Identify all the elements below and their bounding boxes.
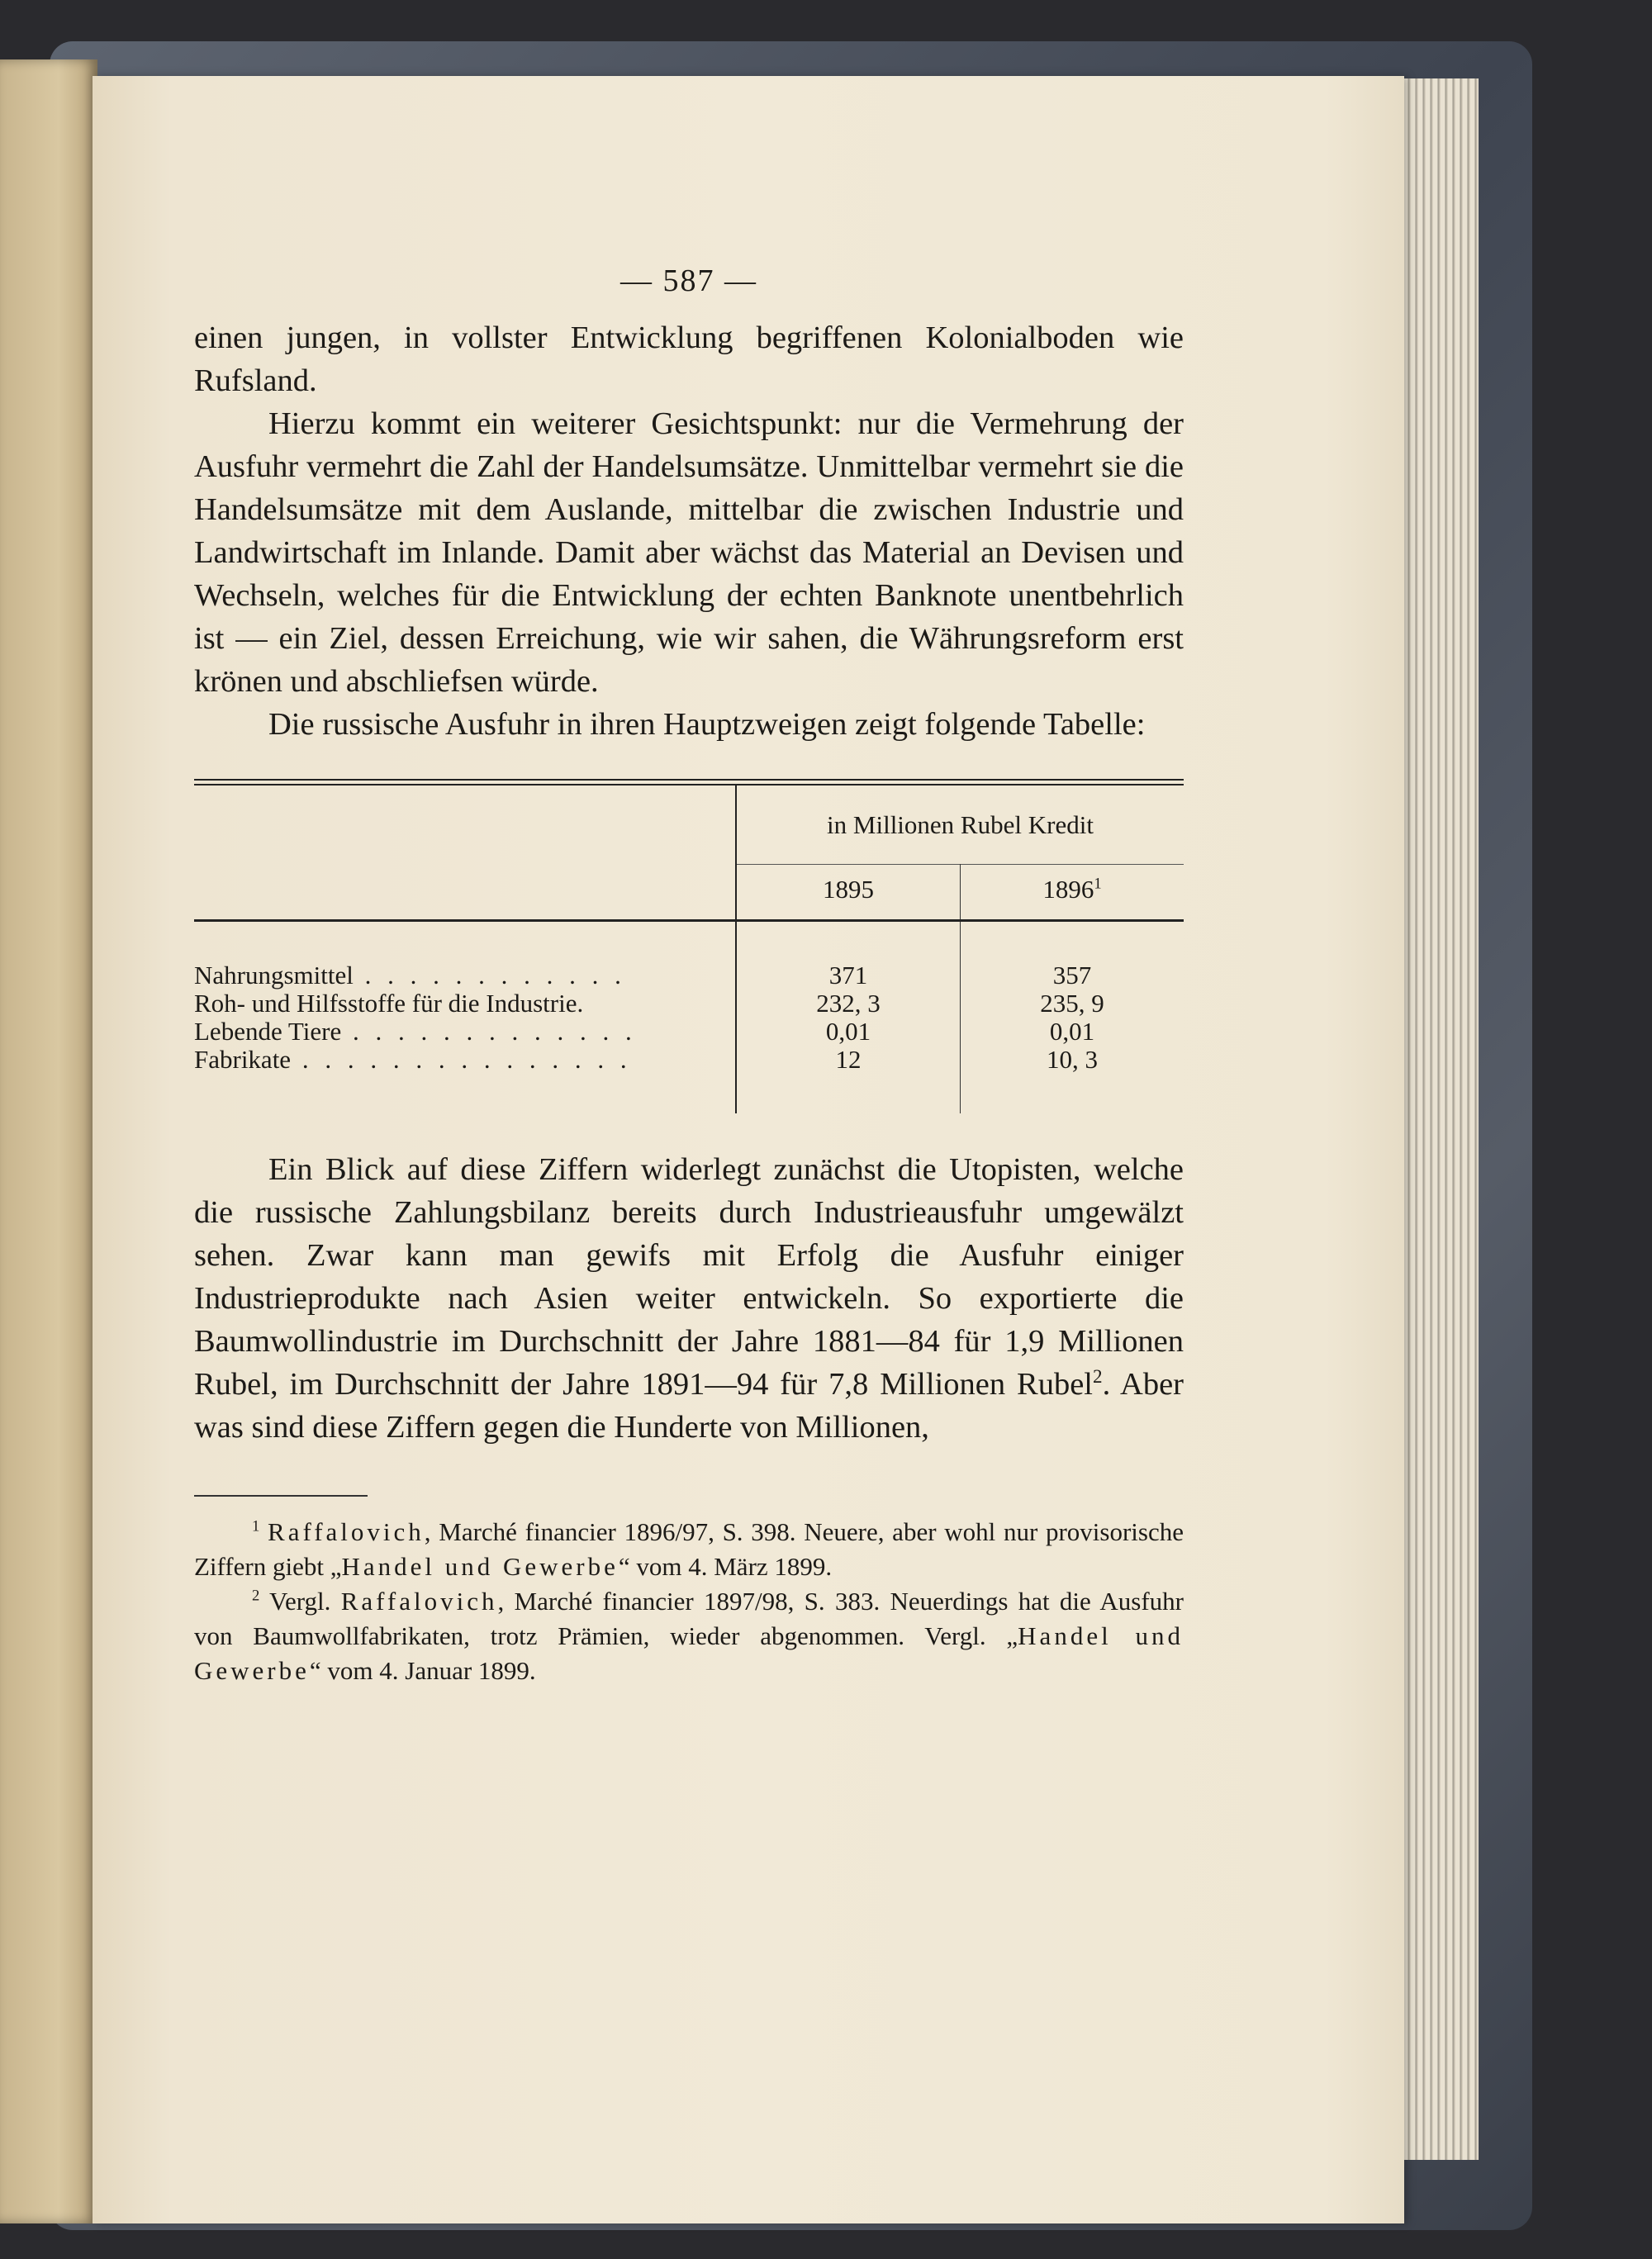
footnote-ref-2: 2 — [1093, 1365, 1103, 1388]
footnote-source: Handel und Gewerbe — [194, 1621, 1184, 1685]
table-row — [194, 961, 1184, 989]
paragraph-2: Hierzu kommt ein weiterer Gesichtspunkt: nur die Vermehrung der Ausfuhr vermehrt die Zahl der Handelsumsätze. Unmittelbar vermehrt sie die Handelsumsätze mit dem Auslande, mittelbar die zwischen Industrie und Landwirtschaft im Inlande. Damit aber wächst das Material an Devisen und Wechseln, welches für die Entwicklung der echten Banknote unentbehrlich ist — ein Ziel, dessen Erreichung, wie wir sahen, die Währungsreform erst krönen und abschliefsen würde. — [194, 406, 1184, 699]
value-1896: 357 — [1052, 961, 1092, 989]
value-1895: 12 — [736, 1046, 961, 1074]
page-stack-edges — [1396, 78, 1479, 2160]
year-header-1895: 1895 — [736, 865, 961, 915]
year-header-1896-text: 1896 — [1042, 875, 1094, 904]
footnote-author: Raffalovich — [340, 1587, 498, 1616]
value-1896: 10, 3 — [1047, 1045, 1098, 1074]
table-row — [194, 1046, 1184, 1074]
footnote-text: , Marché financier 1896/97, S. 398. Neuere, aber wohl nur provisorische Ziffern giebt „ — [194, 1517, 1184, 1581]
footnote-rule — [194, 1495, 368, 1497]
leader-dots: . . . . . . . . . . . . . . . — [291, 1046, 632, 1074]
row-label — [194, 961, 736, 989]
leader-dots: . . . . . . . . . . . . . — [341, 1018, 637, 1046]
footnote-source: Handel und Gewerbe — [341, 1552, 619, 1581]
row-label-text: Lebende Tiere — [194, 1018, 342, 1046]
value-1896: 0,01 — [1049, 1017, 1095, 1046]
leader-dots: . . . . . . . . . . . . — [353, 961, 626, 989]
table-unit-header: in Millionen Rubel Kredit — [827, 809, 1094, 839]
year-header-1896 — [961, 865, 1184, 915]
table-row — [194, 989, 1184, 1018]
footnote-text-end: “ vom 4. Januar 1899. — [309, 1656, 536, 1685]
paragraph-4-text: Ein Blick auf diese Ziffern widerlegt zunächst die Utopisten, welche die russische Zahlungsbilanz bereits durch Industrieausfuhr umgewälzt sehen. Zwar kann man gewifs mit Erfolg die Ausfuhr einiger Industrieprodukte nach Asien weiter entwickeln. So exportierte die Baumwollindustrie im Durchschnitt der Jahre 1881—84 für 1,9 Millionen Rubel, im Durchschnitt der Jahre 1891—94 für 7,8 Millionen Rubel — [194, 1152, 1184, 1402]
row-label — [194, 989, 736, 1018]
footnote-mark: 1 — [252, 1517, 260, 1535]
footnote-author: Raffalovich — [268, 1517, 425, 1546]
paragraph-4 — [194, 1148, 1184, 1449]
paragraph-3: Die russische Ausfuhr in ihren Hauptzweigen zeigt folgende Tabelle: — [268, 707, 1146, 742]
footnote-mark: 2 — [252, 1587, 260, 1605]
row-label-text: Fabrikate — [194, 1046, 292, 1074]
row-label — [194, 1046, 736, 1074]
footnote-1 — [194, 1515, 1184, 1584]
paragraph-4-tail: . Aber was sind diese Ziffern gegen die Hunderte von Millionen, — [194, 1367, 1184, 1445]
row-label — [194, 1018, 736, 1046]
page-number: — 587 — — [620, 263, 757, 298]
previous-page-edge — [0, 59, 97, 2223]
export-table — [194, 779, 1184, 1113]
paragraph-1: einen jungen, in vollster Entwicklung begriffenen Kolonialboden wie Rufsland. — [194, 320, 1184, 398]
table-row — [194, 1018, 1184, 1046]
footnote-2 — [194, 1584, 1184, 1688]
value-1895: 232, 3 — [736, 989, 961, 1018]
table-stub-header — [194, 785, 736, 914]
footnote-text-end: “ vom 4. März 1899. — [618, 1552, 833, 1581]
footnote-prefix: Vergl. — [259, 1587, 341, 1616]
page-content — [194, 263, 1184, 1688]
table-top-rule — [194, 779, 1184, 785]
row-label-text: Roh- und Hilfsstoffe für die Industrie. — [194, 989, 584, 1018]
value-1895: 371 — [736, 961, 961, 989]
footnote-ref-1: 1 — [1094, 875, 1102, 893]
value-1896: 235, 9 — [1040, 989, 1104, 1018]
row-label-text: Nahrungsmittel — [194, 961, 354, 989]
value-1895: 0,01 — [736, 1018, 961, 1046]
footnote-text: , Marché financier 1897/98, S. 383. Neuerdings hat die Ausfuhr von Baumwollfabrikaten, trotz Prämien, wieder abgenommen. Vergl. „ — [194, 1587, 1184, 1650]
